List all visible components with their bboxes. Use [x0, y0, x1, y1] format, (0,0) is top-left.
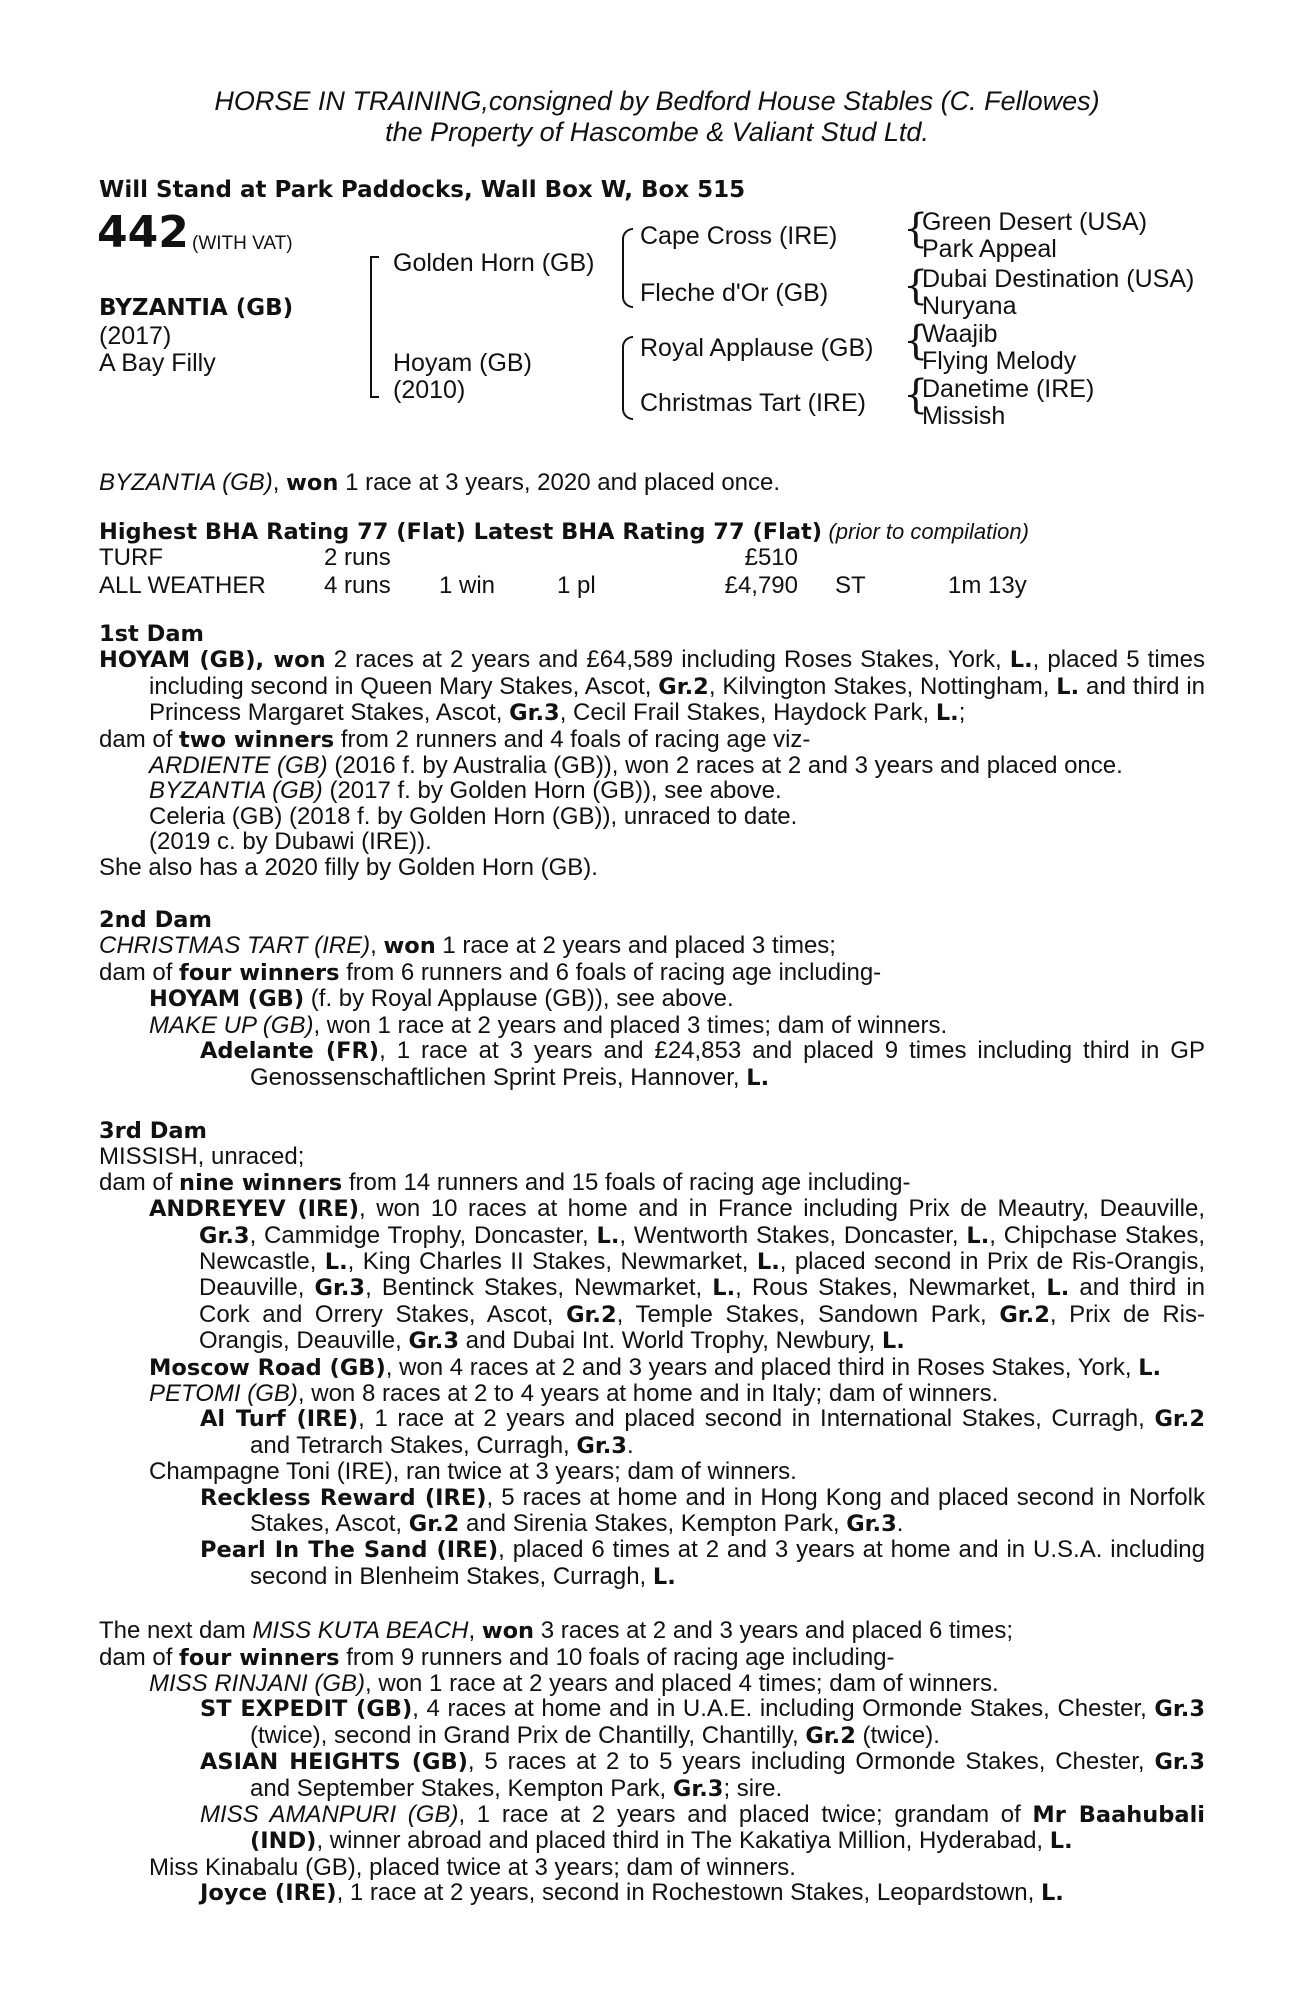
pedigree-g2: Park Appeal: [922, 235, 1057, 263]
consignor-line: HORSE IN TRAINING,consigned by Bedford House Stables (C. Fellowes): [214, 86, 1100, 116]
produce-asian-heights: ASIAN HEIGHTS (GB), 5 races at 2 to 5 years including Ormonde Stakes, Chester, Gr.3 and September Stakes, Kempton Park, Gr.3; sire.: [200, 1748, 1206, 1802]
brace-g4: {: [903, 372, 929, 418]
produce-champagne-toni: Champagne Toni (IRE), ran twice at 3 years; dam of winners.: [149, 1458, 797, 1486]
produce-st-expedit: ST EXPEDIT (GB), 4 races at home and in U.A.E. including Ormonde Stakes, Chester, Gr.3 (twice), second in Grand Prix de Chantilly, Chantilly, Gr.2 (twice).: [200, 1695, 1205, 1749]
summary-name: BYZANTIA (GB): [99, 469, 273, 496]
pedigree-g1: Green Desert (USA): [922, 208, 1148, 236]
record-wins: 1 win: [439, 572, 496, 599]
produce-andreyev: ANDREYEV (IRE), won 10 races at home and in France including Prix de Meautry, Deauville, Gr.3, Cammidge Trophy, Doncaster, L., Wentworth Stakes, Doncaster, L., Chipchase Stakes, Newcastle, L., King Charles II Stakes, Newmarket, L., placed second in Prix de Ris-Orangis, Deauville, Gr.3, Bentinck Stakes, Newmarket, L., Rous Stakes, Newmarket, L. and third in Cork and Orrery Stakes, Ascot, Gr.2, Temple Stakes, Sandown Park, Gr.2, Prix de Ris-Orangis, Deauville, Gr.3 and Dubai Int. World Trophy, Newbury, L.: [149, 1195, 1206, 1355]
produce-pearl-in-the-sand: Pearl In The Sand (IRE), placed 6 times at 2 and 3 years at home and in U.S.A. including second in Blenheim Stakes, Curragh, L.: [200, 1536, 1205, 1590]
record-row-all-weather: [99, 572, 1027, 600]
produce-moscow-road: Moscow Road (GB), won 4 races at 2 and 3 years and placed third in Roses Stakes, York, L.: [149, 1353, 1162, 1381]
pedigree-dam-year: (2010): [393, 376, 466, 404]
horse-description: A Bay Filly: [99, 349, 216, 377]
record-surface: TURF: [99, 544, 163, 571]
pedigree-g8: Missish: [922, 402, 1006, 430]
third-dam-record: MISSISH, unraced;: [99, 1143, 305, 1171]
produce-byzantia: BYZANTIA (GB) (2017 f. by Golden Horn (GB)), see above.: [149, 777, 782, 805]
produce-petomi: PETOMI (GB), won 8 races at 2 to 4 years at home and in Italy; dam of winners.: [149, 1379, 999, 1407]
pedigree-brace-dam: [370, 330, 379, 398]
rating-note: (prior to compilation): [828, 519, 1029, 544]
pedigree-dam-sire: Royal Applause (GB): [640, 334, 874, 362]
pedigree-brace-sire-line: [622, 228, 633, 308]
pedigree-brace-dam-line: [622, 336, 633, 420]
third-dam-produce-summary: dam of nine winners from 14 runners and 15 foals of racing age including-: [99, 1168, 911, 1196]
produce-reckless-reward: Reckless Reward (IRE), 5 races at home and in Hong Kong and placed second in Norfolk Stakes, Ascot, Gr.2 and Sirenia Stakes, Kempton Park, Gr.3.: [200, 1483, 1205, 1537]
produce-make-up: MAKE UP (GB), won 1 race at 2 years and placed 3 times; dam of winners.: [149, 1011, 948, 1039]
produce-hoyam: HOYAM (GB) (f. by Royal Applause (GB)), see above.: [149, 985, 734, 1013]
first-dam-produce-summary: dam of two winners from 2 runners and 4 foals of racing age viz-: [99, 725, 811, 753]
pedigree-dam-dam: Christmas Tart (IRE): [640, 389, 866, 417]
summary-won: won: [286, 470, 339, 496]
lot-number: 442: [97, 207, 189, 258]
race-summary: BYZANTIA (GB), won 1 race at 3 years, 2020 and placed once.: [99, 469, 781, 496]
produce-miss-amanpuri: MISS AMANPURI (GB), 1 race at 2 years and placed twice; grandam of Mr Baahubali (IND), winner abroad and placed third in The Kakatiya Million, Hyderabad, L.: [200, 1801, 1206, 1855]
summary-rest: 1 race at 3 years, 2020 and placed once.: [345, 469, 781, 496]
record-earnings: £4,790: [724, 572, 798, 599]
record-wins: [439, 544, 557, 572]
record-row-turf: [99, 544, 1027, 572]
pedigree-g4: Nuryana: [922, 292, 1017, 320]
second-dam-record: CHRISTMAS TART (IRE), won 1 race at 2 years and placed 3 times;: [99, 932, 836, 960]
produce-miss-rinjani: MISS RINJANI (GB), won 1 race at 2 years and placed 4 times; dam of winners.: [149, 1670, 999, 1698]
pedigree-g7: Danetime (IRE): [922, 375, 1095, 403]
pedigree-g6: Flying Melody: [922, 347, 1077, 375]
produce-al-turf: Al Turf (IRE), 1 race at 2 years and placed second in International Stakes, Curragh, Gr.2 and Tetrarch Stakes, Curragh, Gr.3.: [200, 1405, 1205, 1459]
brace-g1: {: [903, 206, 929, 252]
record-placed: [557, 544, 682, 572]
produce-celeria: Celeria (GB) (2018 f. by Golden Horn (GB)), unraced to date.: [149, 802, 798, 830]
vat-note: (WITH VAT): [192, 233, 293, 254]
record-going: ST: [835, 572, 866, 599]
next-dam-record: The next dam MISS KUTA BEACH, won 3 races at 2 and 3 years and placed 6 times;: [99, 1617, 1014, 1645]
pedigree-sire-sire: Cape Cross (IRE): [640, 222, 838, 250]
family-text: [99, 622, 1205, 1907]
location-line: Will Stand at Park Paddocks, Wall Box W, Box 515: [99, 177, 746, 203]
second-dam-produce-summary: dam of four winners from 6 runners and 6 foals of racing age including-: [99, 958, 882, 986]
pedigree-g5: Waajib: [922, 320, 998, 348]
horse-year: (2017): [99, 322, 172, 350]
property-line: the Property of Hascombe & Valiant Stud Ltd.: [385, 117, 929, 147]
brace-g2: {: [903, 263, 929, 309]
third-dam-heading: 3rd Dam: [99, 1117, 207, 1144]
pedigree-g3: Dubai Destination (USA): [922, 265, 1195, 293]
produce-ardiente: ARDIENTE (GB) (2016 f. by Australia (GB)), won 2 races at 2 and 3 years and placed once.: [149, 752, 1123, 780]
record-earnings: £510: [744, 544, 798, 571]
first-dam-heading: 1st Dam: [99, 621, 204, 647]
produce-adelante: Adelante (FR), 1 race at 3 years and £24,853 and placed 9 times including third in GP Genossenschaftlichen Sprint Preis, Hannover, L.: [200, 1037, 1205, 1091]
second-dam-heading: 2nd Dam: [99, 907, 212, 934]
horse-name: BYZANTIA (GB): [99, 295, 294, 321]
produce-2019-colt: (2019 c. by Dubawi (IRE)).: [149, 828, 432, 856]
record-placed: 1 pl: [557, 572, 596, 599]
record-runs: 4 runs: [324, 572, 391, 599]
pedigree-sire: Golden Horn (GB): [393, 249, 595, 277]
rating-text: Highest BHA Rating 77 (Flat) Latest BHA Rating 77 (Flat): [99, 519, 823, 545]
pedigree-sire-dam: Fleche d'Or (GB): [640, 279, 829, 307]
brace-g3: {: [903, 318, 929, 364]
next-dam-produce-summary: dam of four winners from 9 runners and 10 foals of racing age including-: [99, 1643, 895, 1671]
produce-2020-filly: She also has a 2020 filly by Golden Horn (GB).: [99, 853, 598, 881]
produce-joyce: Joyce (IRE), 1 race at 2 years, second in Rochestown Stakes, Leopardstown, L.: [200, 1879, 1064, 1907]
produce-miss-kinabalu: Miss Kinabalu (GB), placed twice at 3 years; dam of winners.: [149, 1853, 796, 1881]
record-distance: 1m 13y: [948, 572, 1027, 599]
first-dam-record: HOYAM (GB), won 2 races at 2 years and £64,589 including Roses Stakes, York, L., placed 5 times including second in Queen Mary Stakes, Ascot, Gr.2, Kilvington Stakes, Nottingham, L. and third in Princess Margaret Stakes, Ascot, Gr.3, Cecil Frail Stakes, Haydock Park, L.;: [99, 646, 1205, 727]
racing-record-table: [99, 544, 1027, 600]
record-runs: 2 runs: [324, 544, 391, 571]
record-going: [798, 544, 948, 572]
pedigree-dam: Hoyam (GB): [393, 349, 532, 377]
rating-line: [99, 518, 1029, 545]
record-surface: ALL WEATHER: [99, 572, 266, 599]
record-distance: [948, 544, 1027, 572]
